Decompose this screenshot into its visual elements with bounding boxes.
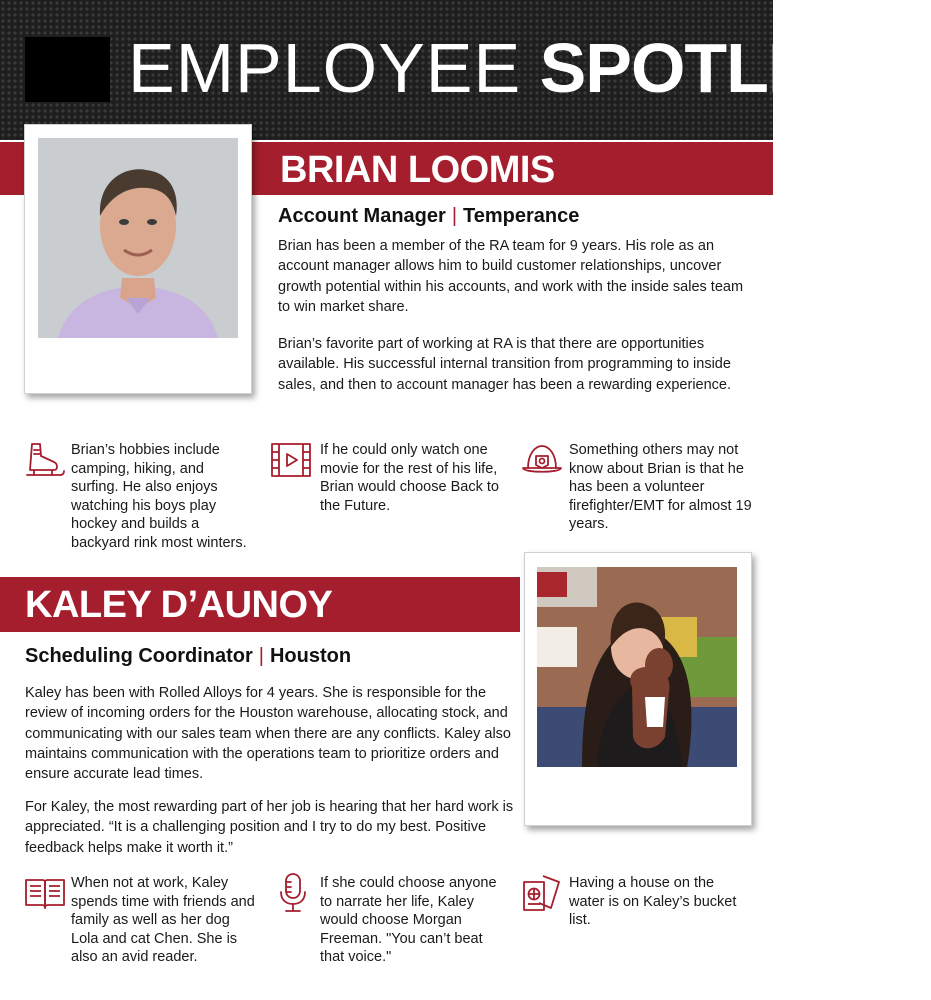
ice-skate-icon — [24, 440, 66, 482]
employee-name-kaley: KALEY D’AUNOY — [25, 584, 333, 626]
photo-frame-kaley — [524, 552, 752, 826]
bio-paragraph-brian-2: Brian’s favorite part of working at RA is that there are opportunities available. His successful internal transition from programming to inside sales, and then to account manager has been a rewarding experience. — [278, 336, 732, 393]
bio-paragraph-brian-1: Brian has been a member of the RA team for 9 years. His role as an account manager allows him to build customer relationships, uncover growth potential within his accounts, and work with the inside sales team to win market share. — [278, 238, 744, 315]
employee-name-brian: BRIAN LOOMIS — [280, 149, 555, 191]
photo-frame-brian — [24, 124, 252, 394]
employee-photo-brian — [38, 138, 238, 338]
fact-kaley-hobbies: When not at work, Kaley spends time with friends and family as well as her dog Lola and cat Chen. She is also an avid reader. — [71, 875, 255, 966]
title-bold: SPOTLIGHT — [539, 29, 931, 107]
film-play-icon — [270, 440, 312, 482]
fact-brian-firefighter: Something others may not know about Brian is that he has been a volunteer firefighter/EMT for almost 19 years. — [569, 442, 752, 533]
open-book-icon — [24, 872, 66, 914]
role-brian: Account Manager — [278, 205, 446, 227]
header-banner — [0, 0, 931, 140]
page-title — [128, 26, 931, 110]
passport-ticket-icon — [521, 872, 563, 914]
job-title-brian — [278, 204, 579, 228]
location-brian: Temperance — [463, 205, 580, 227]
title-light: EMPLOYEE — [128, 29, 522, 107]
fact-kaley-bucket-list: Having a house on the water is on Kaley’s bucket list. — [569, 875, 737, 929]
title-separator: | — [258, 645, 264, 667]
fact-brian-movie: If he could only watch one movie for the rest of his life, Brian would choose Back to the Future. — [320, 442, 499, 514]
bio-paragraph-kaley-2: For Kaley, the most rewarding part of her job is hearing that her hard work is appreciated. “It is a challenging position and I try to do my best. Positive feedback helps make it worth it.” — [25, 799, 514, 856]
bio-paragraph-kaley-1: Kaley has been with Rolled Alloys for 4 years. She is responsible for the review of incoming orders for the Houston warehouse, allocating stock, and communicating with our sales team when there are any conflicts. Kaley also maintains communication with the operations team to prioritize orders and ensure accurate lead times. — [25, 685, 511, 783]
location-kaley: Houston — [269, 645, 352, 667]
firefighter-helmet-icon — [521, 440, 563, 482]
logo-placeholder — [25, 37, 110, 102]
role-kaley: Scheduling Coordinator — [25, 645, 253, 667]
fact-kaley-narrator: If she could choose anyone to narrate her life, Kaley would choose Morgan Freeman. "You can’t beat that voice." — [320, 875, 497, 966]
fact-brian-hobbies: Brian’s hobbies include camping, hiking, and surfing. He also enjoys watching his boys play hockey and builds a backyard rink most winters. — [71, 442, 247, 551]
microphone-icon — [272, 872, 314, 914]
title-separator: | — [451, 205, 458, 227]
job-title-kaley — [25, 644, 351, 668]
employee-photo-kaley — [537, 567, 737, 767]
